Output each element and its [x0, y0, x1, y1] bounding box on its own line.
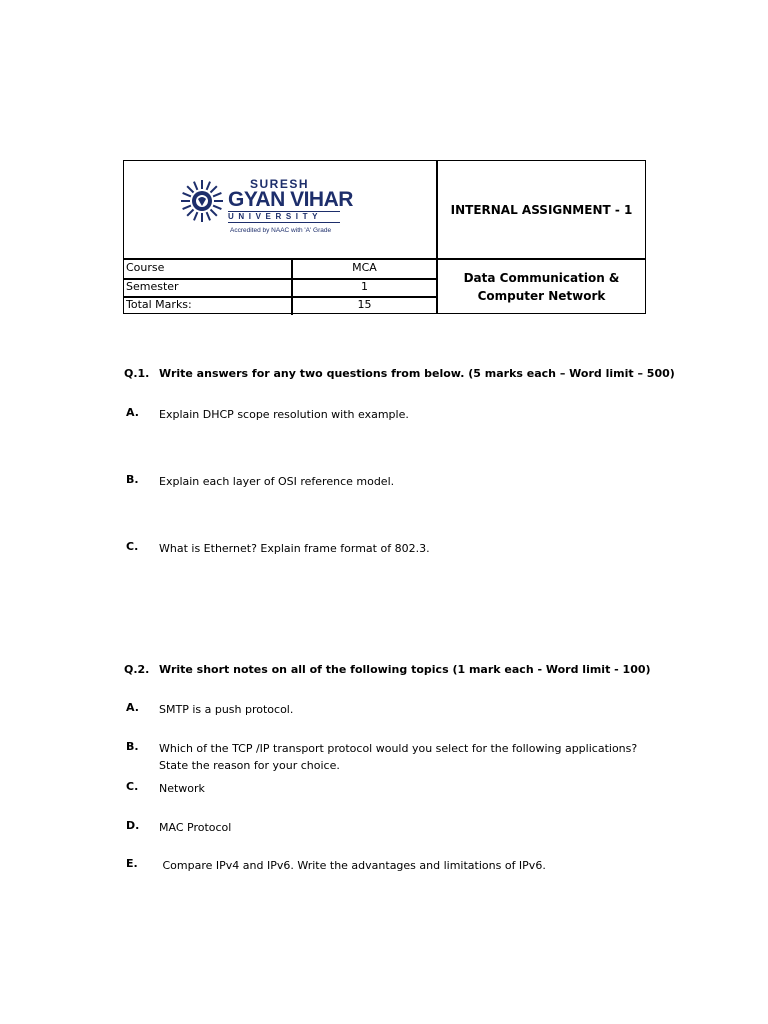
row-key: Total Marks:	[126, 298, 192, 311]
row-key: Semester	[126, 280, 179, 293]
logo-line-1: SURESH	[250, 177, 310, 191]
info-row-semester	[124, 279, 436, 297]
logo-line-3: UNIVERSITY	[228, 211, 340, 223]
subject-title: Data Communication & Computer Network	[463, 270, 620, 303]
emblem-icon	[180, 179, 224, 223]
document-page: SURESH GYAN VIHAR UNIVERSITY Accredited by NAAC with 'A' Grade INTERNAL ASSIGNMENT - 1 Course MCA Semester 1 Total Marks: 15 Data Communication & Computer Network Q.1. Write answers for any two questions from below. (5 marks each – Word limit – 500) A. Explain DHCP scope resolution with example. B. Explain each layer of OSI reference model. C. What is Ethernet? Explain frame format of 802.3. Q.2. Write short notes on all of the following topics (1 mark each - Word limit - 100) A. SMTP is a push protocol. B. Which of the TCP /IP transport protocol would you select for the following applications? State the reason for your choice. C. Network D. MAC Protocol E. Compare IPv4 and IPv6. Write the advantages and limitations of IPv6.	[0, 0, 768, 1024]
assignment-title: INTERNAL ASSIGNMENT - 1	[450, 203, 633, 217]
row-value: MCA	[352, 261, 377, 274]
question-number: Q.1.	[124, 367, 150, 380]
row-key: Course	[126, 261, 165, 274]
header-table	[123, 160, 646, 314]
logo-line-2: GYAN VIHAR	[228, 188, 353, 211]
row-value: 1	[361, 280, 368, 293]
logo-accreditation: Accredited by NAAC with 'A' Grade	[230, 227, 332, 234]
info-row-total-marks	[124, 297, 436, 315]
info-row-course	[124, 260, 436, 278]
logo-cell	[124, 161, 436, 259]
row-value: 15	[357, 298, 372, 311]
question-text: Write answers for any two questions from below. (5 marks each – Word limit – 500)	[159, 367, 675, 380]
question-text: Write short notes on all of the following topics (1 mark each - Word limit - 100)	[159, 663, 651, 676]
university-logo	[180, 177, 353, 241]
question-number: Q.2.	[124, 663, 150, 676]
